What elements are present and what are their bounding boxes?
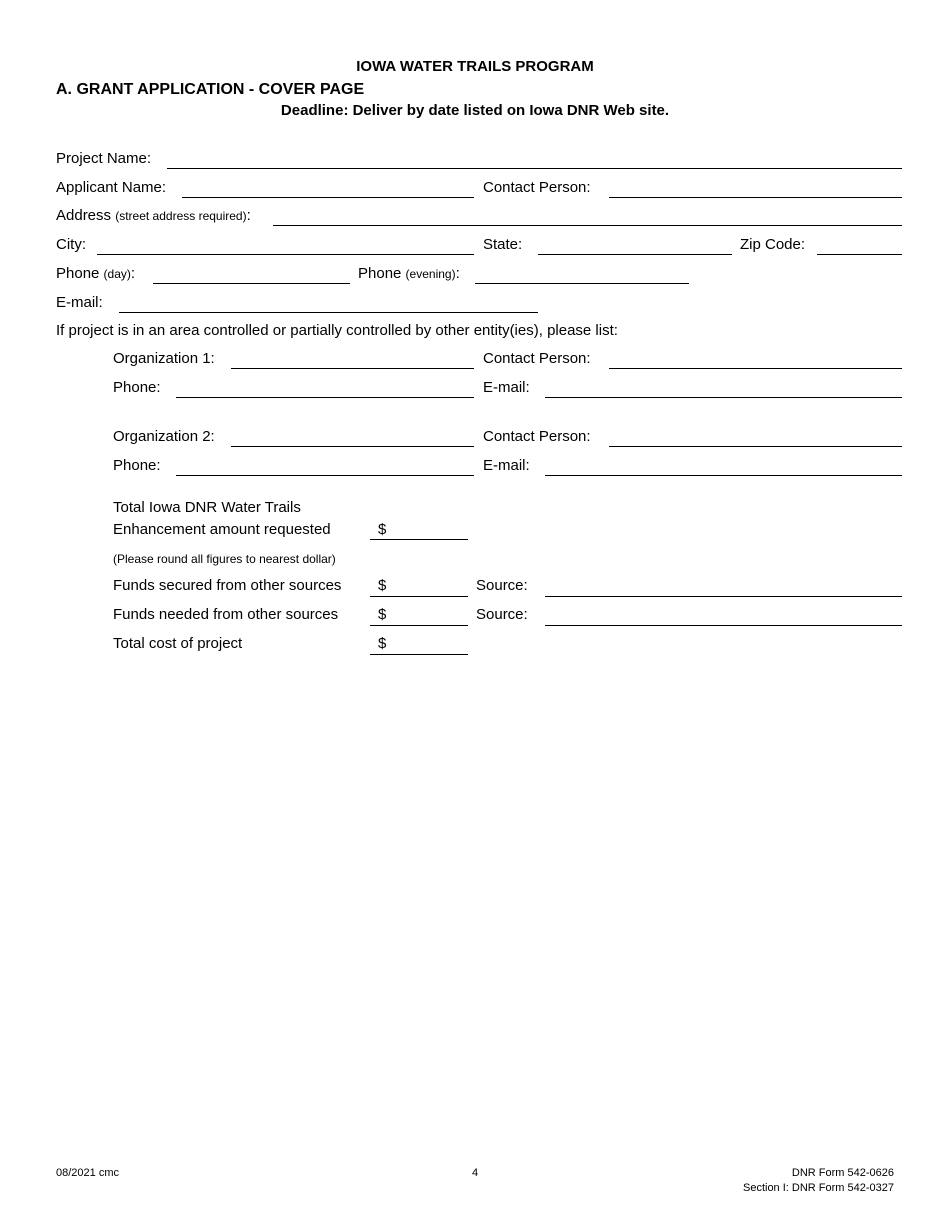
funds-secured-input[interactable] — [390, 577, 468, 595]
email-input[interactable] — [119, 294, 538, 312]
funds-secured-source-underline — [545, 596, 902, 597]
org2-input[interactable] — [231, 428, 474, 446]
org2-phone-underline — [176, 475, 474, 476]
total-cost-dollar-sign: $ — [378, 635, 387, 652]
org1-phone-input[interactable] — [176, 379, 474, 397]
funds-needed-underline — [370, 625, 468, 626]
requested-amount-underline — [370, 539, 468, 540]
funds-needed-input[interactable] — [390, 606, 468, 624]
funds-needed-label: Funds needed from other sources — [113, 606, 339, 623]
requested-amount-input[interactable] — [390, 521, 468, 539]
applicant-name-label: Applicant Name: — [56, 179, 167, 196]
city-input[interactable] — [97, 236, 474, 254]
program-title: IOWA WATER TRAILS PROGRAM — [356, 58, 594, 75]
project-name-label: Project Name: — [56, 150, 152, 167]
org1-phone-label: Phone: — [113, 379, 161, 396]
requested-label-line2: Enhancement amount requested — [113, 521, 331, 538]
project-name-input[interactable] — [167, 150, 902, 168]
page-number: 4 — [471, 1167, 479, 1179]
deadline-note: Deadline: Deliver by date listed on Iowa DNR Web site. — [280, 102, 670, 119]
state-input[interactable] — [538, 236, 732, 254]
requested-label-line1: Total Iowa DNR Water Trails — [113, 499, 301, 516]
funds-needed-source-input[interactable] — [545, 606, 902, 624]
total-cost-label: Total cost of project — [113, 635, 243, 652]
city-label: City: — [56, 236, 86, 253]
funds-needed-source-label: Source: — [476, 606, 528, 623]
address-input[interactable] — [273, 207, 902, 225]
phone-day-label: Phone (day): — [56, 265, 136, 282]
org1-contact-input[interactable] — [609, 350, 902, 368]
total-cost-input[interactable] — [390, 635, 468, 653]
contact-person-input[interactable] — [609, 179, 902, 197]
contact-person-label: Contact Person: — [483, 179, 591, 196]
zip-code-underline — [817, 254, 902, 255]
funds-secured-source-label: Source: — [476, 577, 528, 594]
email-underline — [119, 312, 538, 313]
funds-secured-label: Funds secured from other sources — [113, 577, 342, 594]
org2-email-input[interactable] — [545, 457, 902, 475]
org1-email-label: E-mail: — [483, 379, 530, 396]
other-entities-prompt: If project is in an area controlled or partially controlled by other entity(ies), please list: — [56, 322, 618, 339]
org2-email-label: E-mail: — [483, 457, 530, 474]
city-underline — [97, 254, 474, 255]
funds-secured-source-input[interactable] — [545, 577, 902, 595]
address-label: Address (street address required): — [56, 207, 251, 224]
phone-day-underline — [153, 283, 350, 284]
footer-form-number: DNR Form 542-0626 — [791, 1167, 894, 1179]
requested-dollar-sign: $ — [378, 521, 387, 538]
org1-email-input[interactable] — [545, 379, 902, 397]
section-heading: A. GRANT APPLICATION - COVER PAGE — [56, 81, 365, 98]
org1-contact-underline — [609, 368, 902, 369]
org2-underline — [231, 446, 474, 447]
org2-contact-label: Contact Person: — [483, 428, 591, 445]
state-label: State: — [483, 236, 523, 253]
funds-needed-source-underline — [545, 625, 902, 626]
footer-section-form: Section I: DNR Form 542-0327 — [742, 1182, 894, 1194]
org1-email-underline — [545, 397, 902, 398]
address-underline — [273, 225, 902, 226]
phone-evening-input[interactable] — [475, 265, 689, 283]
funds-secured-dollar-sign: $ — [378, 577, 387, 594]
zip-code-input[interactable] — [817, 236, 902, 254]
org1-contact-label: Contact Person: — [483, 350, 591, 367]
phone-day-input[interactable] — [153, 265, 350, 283]
phone-evening-label: Phone (evening): — [358, 265, 460, 282]
org2-label: Organization 2: — [113, 428, 215, 445]
email-label: E-mail: — [56, 294, 103, 311]
applicant-name-input[interactable] — [182, 179, 474, 197]
contact-person-underline — [609, 197, 902, 198]
org2-email-underline — [545, 475, 902, 476]
org1-label: Organization 1: — [113, 350, 215, 367]
org1-underline — [231, 368, 474, 369]
state-underline — [538, 254, 732, 255]
org1-input[interactable] — [231, 350, 474, 368]
org2-phone-label: Phone: — [113, 457, 161, 474]
total-cost-underline — [370, 654, 468, 655]
org2-contact-input[interactable] — [609, 428, 902, 446]
funds-secured-underline — [370, 596, 468, 597]
footer-date: 08/2021 cmc — [56, 1167, 119, 1179]
rounding-note: (Please round all figures to nearest dollar) — [113, 552, 336, 566]
funds-needed-dollar-sign: $ — [378, 606, 387, 623]
applicant-name-underline — [182, 197, 474, 198]
org2-phone-input[interactable] — [176, 457, 474, 475]
org1-phone-underline — [176, 397, 474, 398]
phone-evening-underline — [475, 283, 689, 284]
project-name-underline — [167, 168, 902, 169]
org2-contact-underline — [609, 446, 902, 447]
zip-code-label: Zip Code: — [740, 236, 806, 253]
